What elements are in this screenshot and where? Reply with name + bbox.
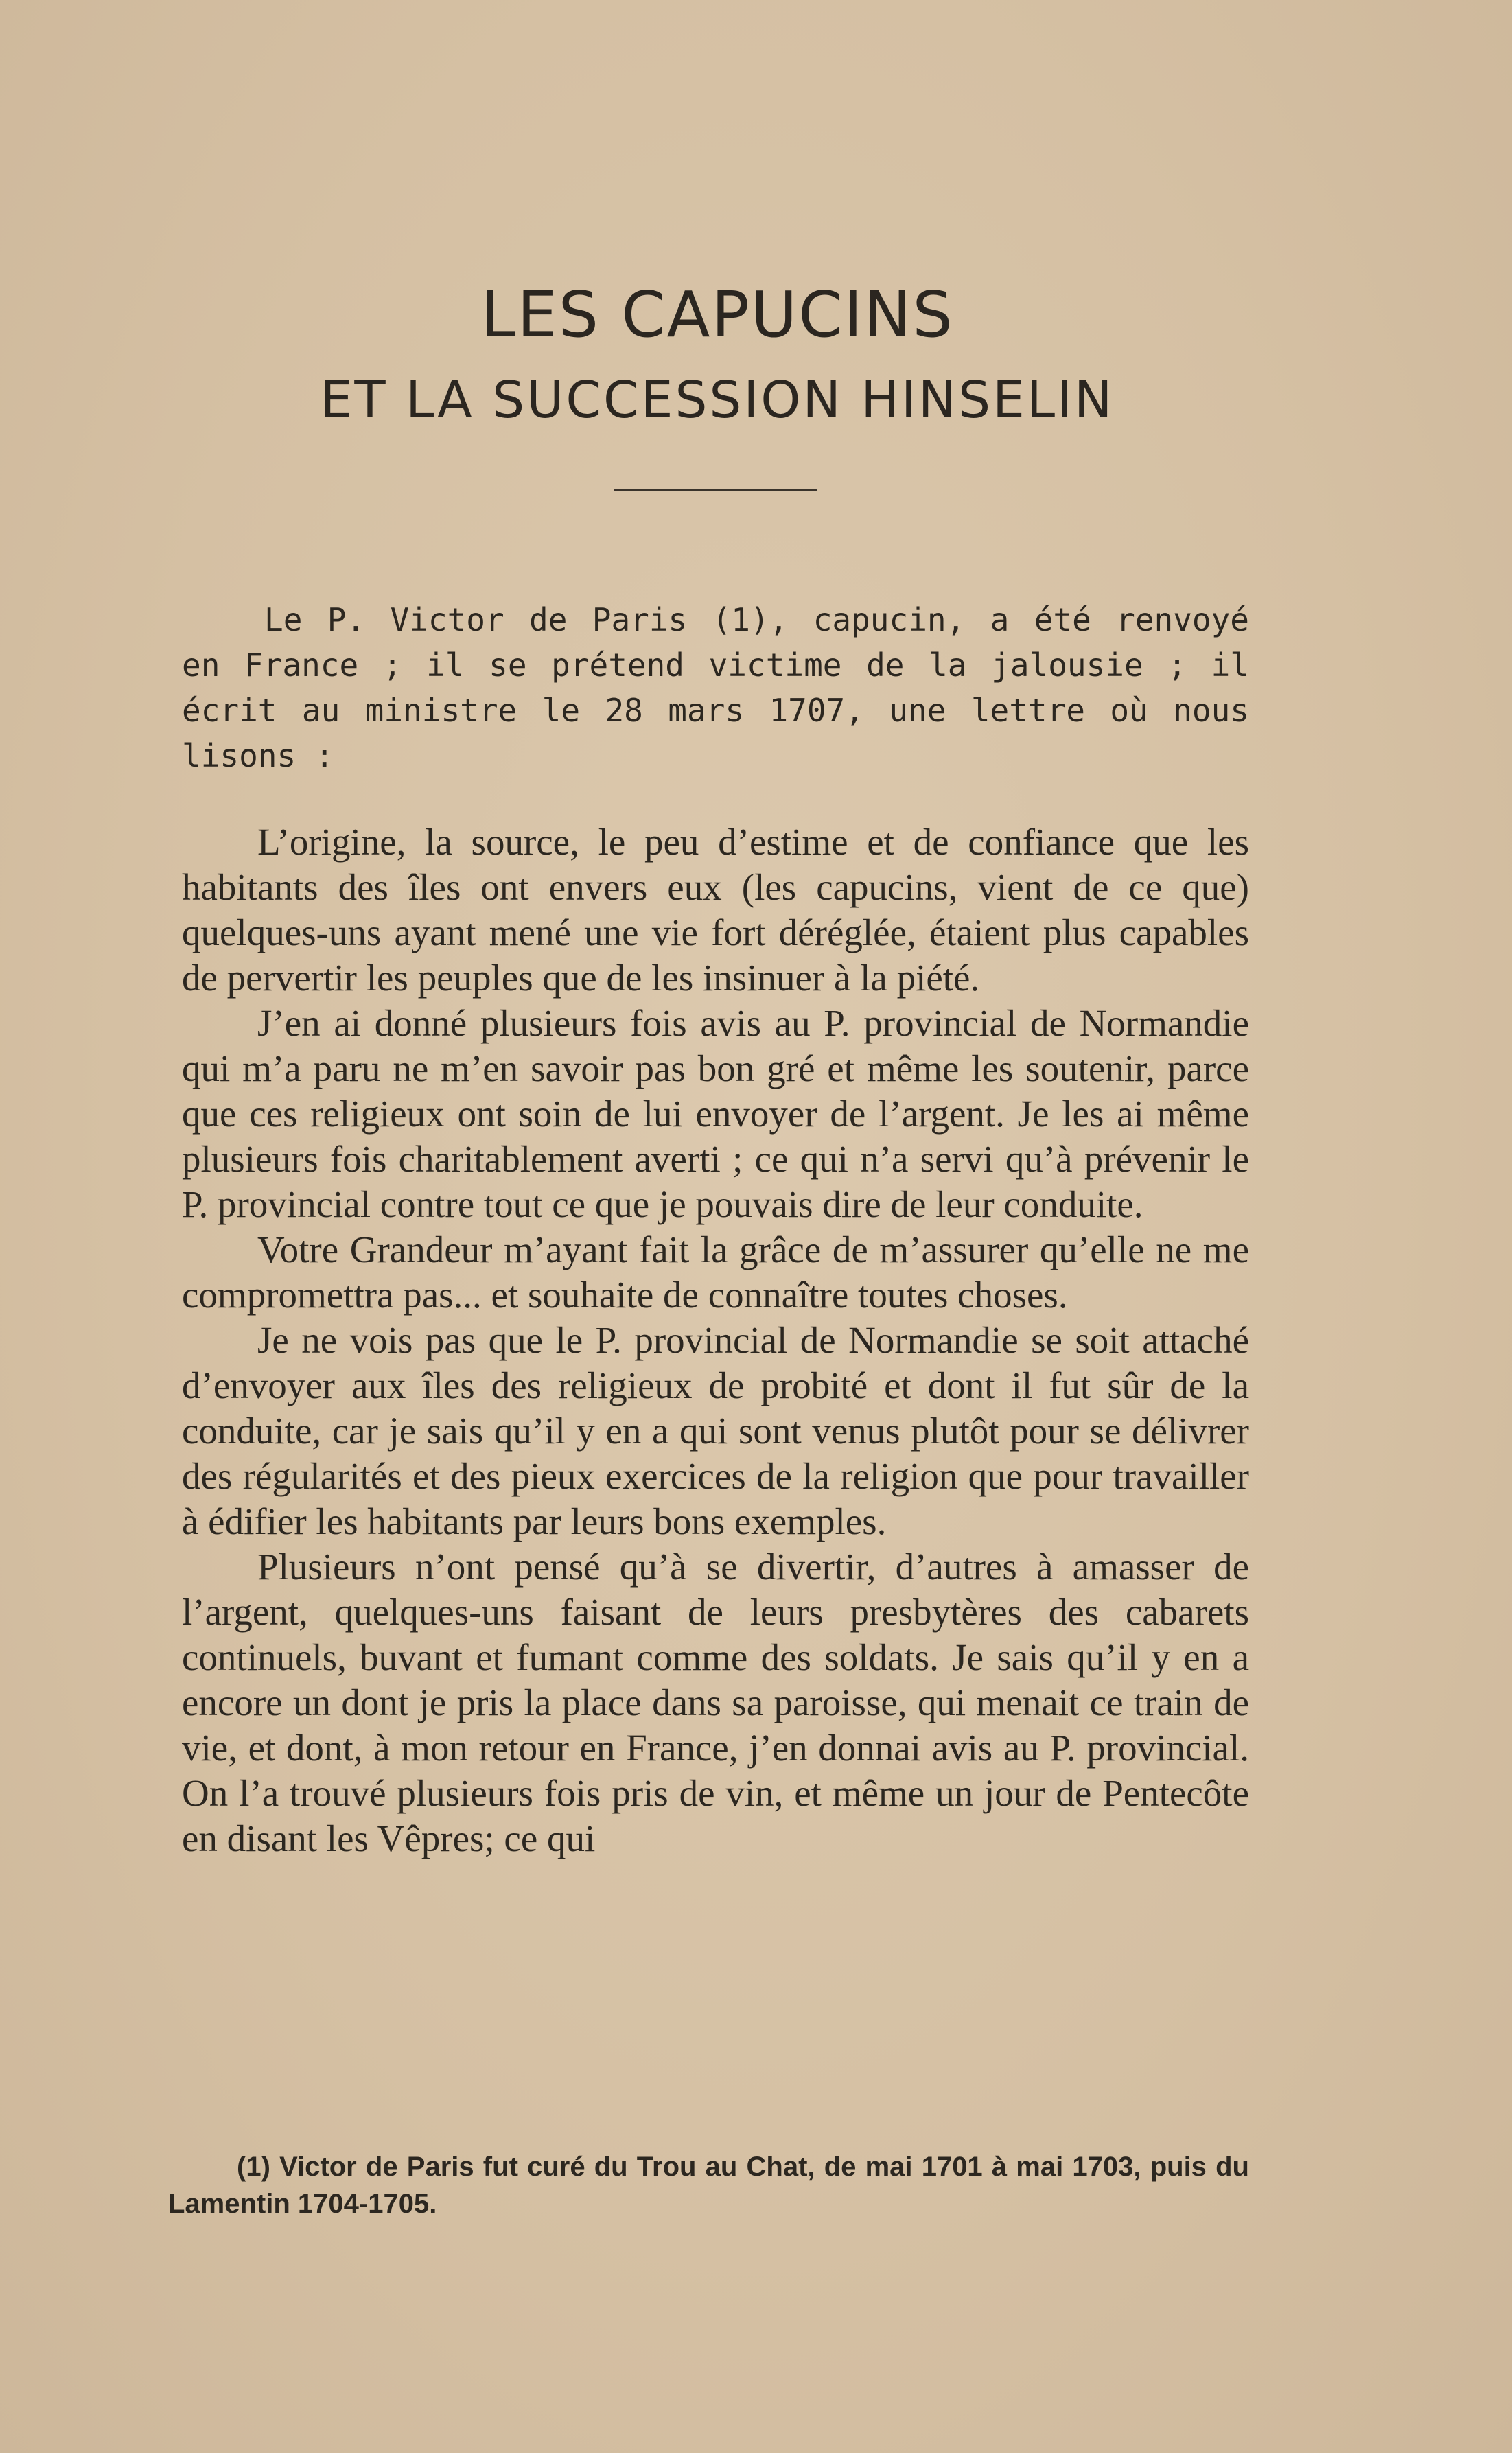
body-text (182, 597, 1249, 1861)
quote-paragraph: Je ne vois pas que le P. provincial de Normandie se soit attaché d’envoyer aux îles des religieux de probité et dont il fut sûr de la conduite, car je sais qu’il y en a qui sont venus plutôt pour se délivrer des régularités et des pieux exercices de la religion que pour travailler à édifier les habitants par leurs bons exemples. (182, 1319, 1249, 1542)
quote-paragraph: Plusieurs n’ont pensé qu’à se divertir, d’autres à amasser de l’argent, quelques-uns faisant de leurs presbytères des cabarets continuels, buvant et fumant comme des soldats. Je sais qu’il y en a encore un dont je pris la place dans sa paroisse, qui menait ce train de vie, et dont, à mon retour en France, j’en donnai avis au P. provincial. On l’a trouvé plusieurs fois pris de vin, et même un jour de Pentecôte en disant les Vêpres; ce qui (182, 1546, 1249, 1859)
footnote: (1) Victor de Paris fut curé du Trou au Chat, de mai 1701 à mai 1703, puis du Lamentin 1704-1705. (168, 2152, 1249, 2219)
intro-paragraph: Le P. Victor de Paris (1), capucin, a été renvoyé en France ; il se prétend victime de la jalousie ; il écrit au ministre le 28 mars 1707, une lettre où nous lisons : (182, 601, 1249, 774)
quote-paragraph: J’en ai donné plusieurs fois avis au P. provincial de Normandie qui m’a paru ne m’en savoir pas bon gré et même les soutenir, parce que ces religieux ont soin de lui envoyer de l’argent. Je les ai même plusieurs fois charitablement averti ; ce qui n’a servi qu’à prévenir le P. provincial contre tout ce que je pouvais dire de leur conduite. (182, 1002, 1249, 1225)
quoted-letter (182, 819, 1249, 1861)
quote-paragraph: L’origine, la source, le peu d’estime et de confiance que les habitants des îles ont envers eux (les capucins, vient de ce que) quelques-uns ayant mené une vie fort déréglée, étaient plus capables de pervertir les peuples que de les insinuer à la piété. (182, 821, 1249, 999)
page-subtitle: ET LA SUCCESSION HINSELIN (320, 371, 1115, 430)
quote-paragraph: Votre Grandeur m’ayant fait la grâce de m’assurer qu’elle ne me compromettra pas... et souhaite de connaître toutes choses. (182, 1229, 1249, 1316)
page-title: LES CAPUCINS (480, 278, 954, 351)
title-divider (614, 489, 817, 491)
